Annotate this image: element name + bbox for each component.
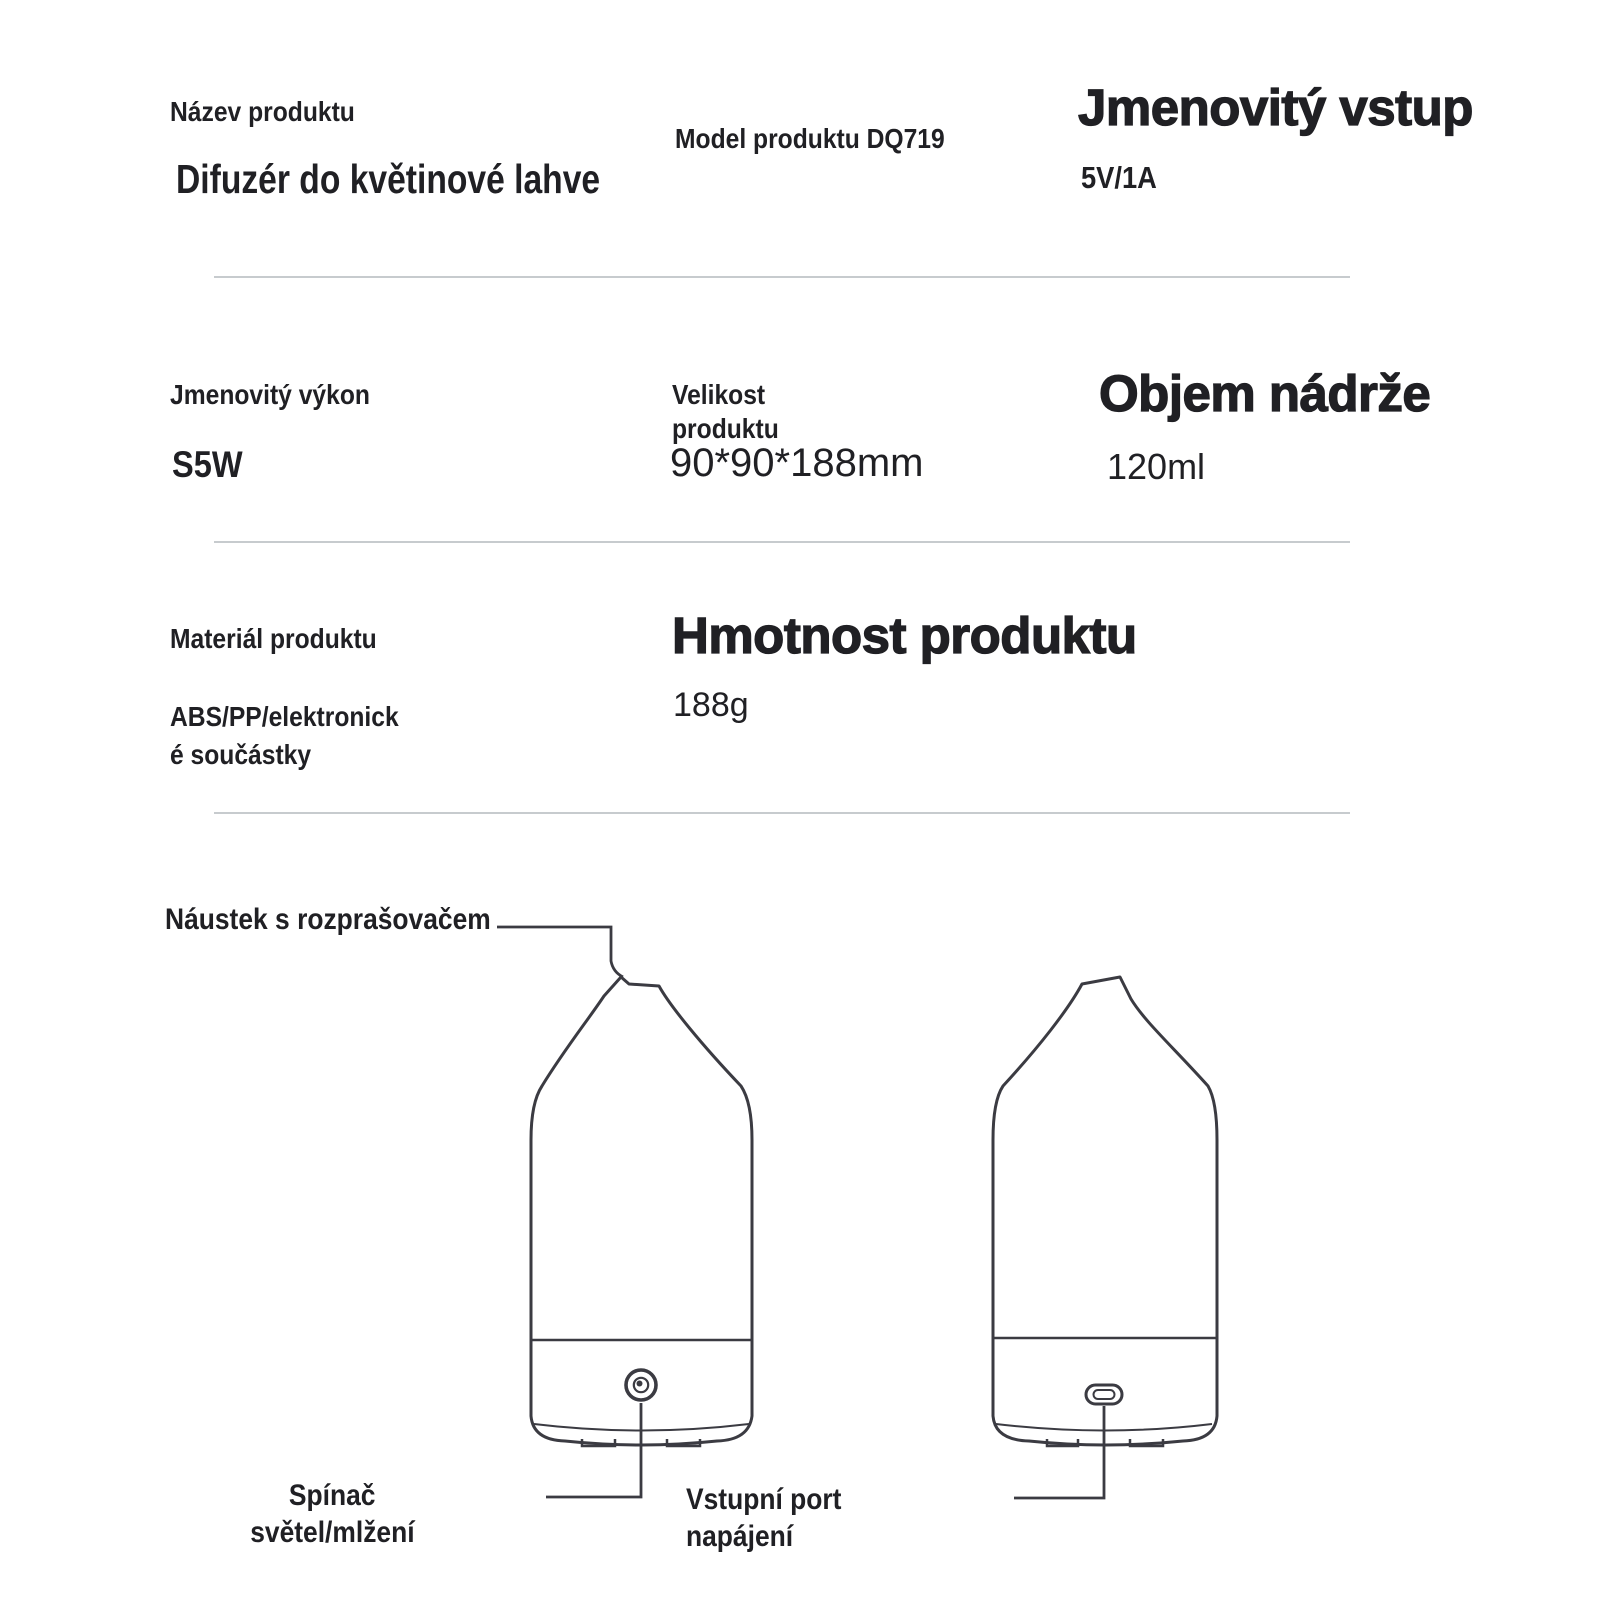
section-divider-3: [214, 812, 1350, 814]
diffuser-front-feet: [582, 1439, 700, 1446]
product-size-label: [672, 378, 822, 446]
product-name-label: [170, 95, 380, 129]
product-model-label-text: Model produktu DQ719: [675, 123, 945, 154]
rated-power-value-text: S5W: [172, 444, 243, 485]
nozzle-label: [165, 902, 535, 938]
product-material-value: [170, 698, 430, 774]
tank-volume-value: 120ml: [1107, 446, 1206, 487]
section-divider-1: [214, 276, 1350, 278]
port-label-line1: Vstupní port: [686, 1483, 842, 1516]
product-size-label-text: Velikost produktu: [672, 379, 779, 444]
diffuser-back-outline: [993, 977, 1217, 1445]
switch-label-line1: Spínač: [289, 1479, 376, 1512]
diffuser-back-bottom-rim: [996, 1424, 1212, 1431]
port-label-line2: napájení: [686, 1520, 794, 1553]
product-name-value-text: Difuzér do květinové lahve: [176, 156, 601, 202]
rated-power-label: [170, 378, 397, 412]
diffuser-front-bottom-rim: [534, 1424, 749, 1431]
product-material-value-line2: é součástky: [170, 739, 312, 770]
port-leader-line: [1014, 1406, 1104, 1498]
power-button-icon: [626, 1370, 656, 1400]
usb-port-icon: [1086, 1385, 1122, 1404]
switch-leader-line: [546, 1403, 641, 1497]
diffuser-front-outline: [531, 977, 752, 1445]
product-material-value-line1: ABS/PP/elektronick: [170, 701, 399, 732]
diffuser-back-feet: [1047, 1439, 1163, 1446]
port-label: [686, 1481, 863, 1555]
rated-power-label-text: Jmenovitý výkon: [170, 379, 370, 410]
tank-volume-heading: Objem nádrže: [1099, 365, 1431, 422]
switch-label: [225, 1477, 440, 1551]
rated-input-value: [1081, 160, 1167, 196]
product-material-label: [170, 622, 405, 656]
rated-input-value-text: 5V/1A: [1081, 160, 1157, 195]
rated-power-value: [172, 444, 252, 486]
nozzle-label-text: Náustek s rozprašovačem: [165, 903, 491, 936]
section-divider-2: [214, 541, 1350, 543]
product-size-value: 90*90*188mm: [670, 441, 924, 485]
product-weight-heading: Hmotnost produktu: [672, 607, 1137, 664]
product-name-value: [176, 156, 693, 203]
switch-label-line2: světel/mlžení: [250, 1516, 415, 1549]
rated-input-heading: Jmenovitý vstup: [1078, 79, 1473, 136]
product-model-label: [675, 122, 981, 156]
product-material-label-text: Materiál produktu: [170, 623, 377, 654]
product-name-label-text: Název produktu: [170, 96, 355, 127]
product-weight-value: 188g: [673, 686, 749, 724]
